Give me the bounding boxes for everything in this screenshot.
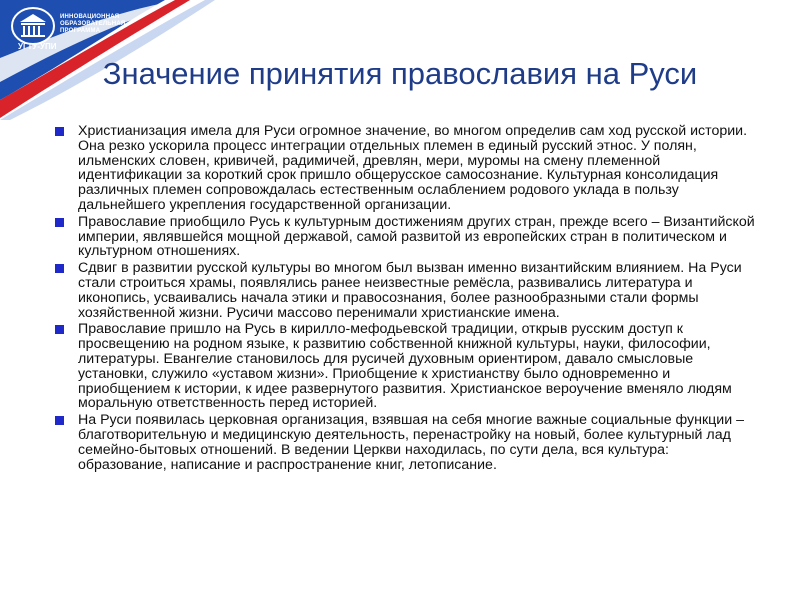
university-building-icon [10, 6, 56, 46]
university-logo [8, 6, 126, 51]
bullet-text: Православие приобщило Русь к культурным достижениям других стран, прежде всего – Византийской империи, являвшейся мощной державой, самой развитой из европейских стран в политическом и культурном отношениях. [78, 213, 755, 260]
bullet-item [50, 322, 755, 411]
logo-line: ПРОГРАММА [60, 28, 101, 34]
slide-title: Значение принятия православия на Руси [102, 56, 698, 91]
bullet-item [50, 124, 755, 213]
square-bullet-icon [55, 416, 64, 425]
bullet-item [50, 413, 755, 472]
bullet-text: Христианизация имела для Руси огромное значение, во многом определив сам ход русской истории. Она резко ускорила процесс интеграции отдельных племен в единый русский этнос. У полян, ильменских словен, кривичей, радимичей, древлян, мери, муромы на смену племенной идентификации за короткий срок пришло общерусское самосознание. Культурная консолидация различных племен сопровождалась естественным ослаблением родового уклада в пользу дальнейшего укрепления государственной организации. [78, 123, 748, 213]
bullet-text: Сдвиг в развитии русской культуры во многом был вызван именно византийским влиянием. На Руси стали строиться храмы, появлялись ранее неизвестные ремёсла, развивались литература и иконопись, усваивались начала этики и правосознания, более разнообразными стали формы хозяйственной жизни. Русичи массово перенимали христианские имена. [78, 260, 742, 321]
bullet-item [50, 261, 755, 320]
square-bullet-icon [55, 127, 64, 136]
square-bullet-icon [55, 325, 64, 334]
logo-program-text [60, 14, 125, 35]
bullet-text: Православие пришло на Русь в кирилло-мефодьевской традиции, открыв русским доступ к просвещению на родном языке, к развитию собственной книжной культуры, науки, философии, литературы. Евангелие становилось для русичей духовным ориентиром, давало смысловые установки, служило «уставом жизни». Приобщение к христианству было одновременно и приобщением к истории, к идее развернутого развития. Христианское вероучение вменяло людям моральную ответственность перед историей. [78, 321, 732, 412]
logo-caption: УГТУ-УПИ [18, 42, 57, 51]
bullet-item [50, 215, 755, 259]
bullet-list [50, 124, 755, 474]
square-bullet-icon [55, 218, 64, 227]
logo-line: ИННОВАЦИОННАЯ [60, 14, 120, 20]
logo-line: ОБРАЗОВАТЕЛЬНАЯ [60, 21, 126, 27]
square-bullet-icon [55, 264, 64, 273]
bullet-text: На Руси появилась церковная организация, взявшая на себя многие важные социальные функции – благотворительную и медицинскую деятельность, перенастройку на новый, более культурный лад семейно-бытовых отношений. В ведении Церкви находилась, по сути дела, вся культура: образование, написание и распространение книг, летописание. [78, 412, 744, 473]
